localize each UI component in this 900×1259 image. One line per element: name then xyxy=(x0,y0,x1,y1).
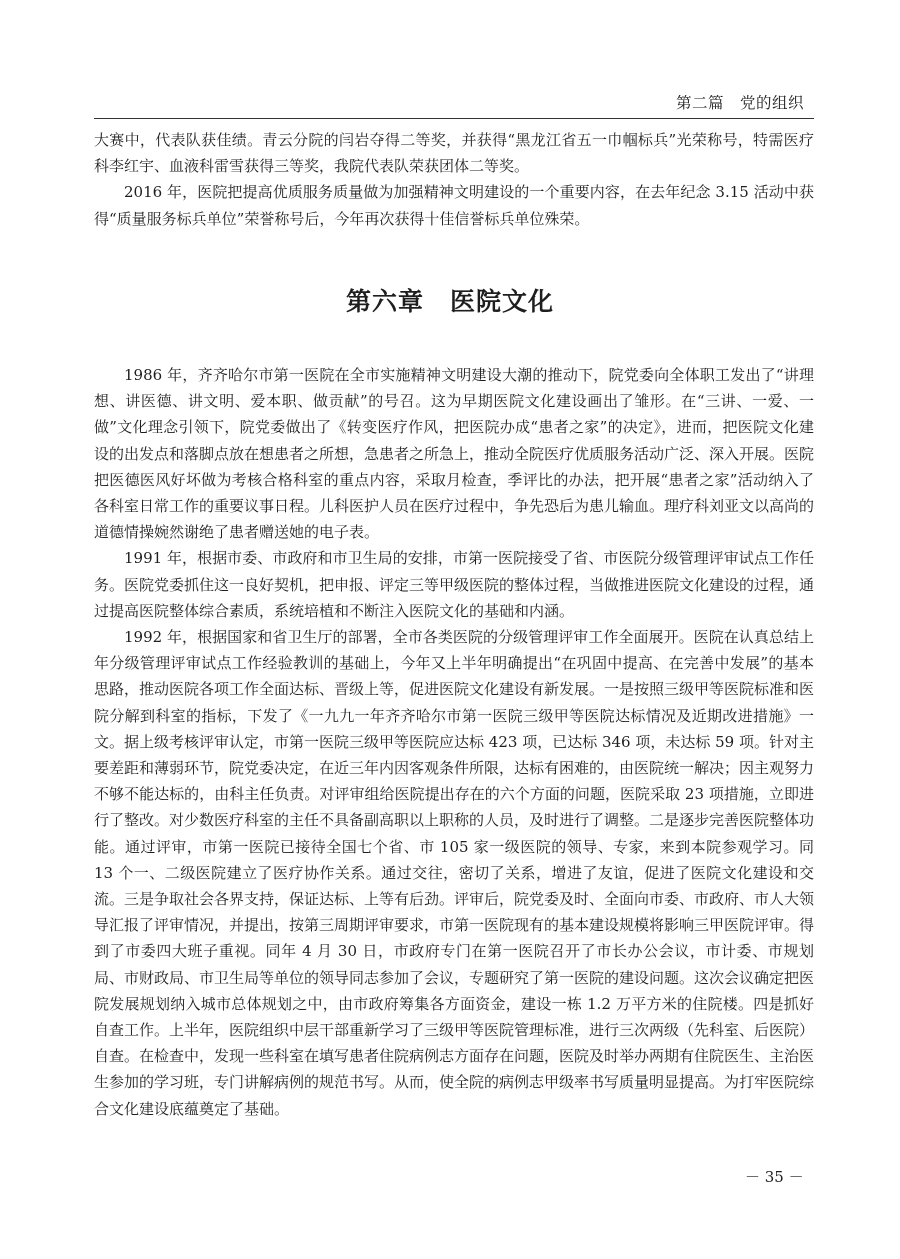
intro-paragraph: 2016 年，医院把提高优质服务质量做为加强精神文明建设的一个重要内容，在去年纪念 3.15 活动中获得“质量服务标兵单位”荣誉称号后，今年再次获得十佳信誉标兵单位殊荣。 xyxy=(94,183,814,228)
page-header xyxy=(94,88,814,119)
section-label: 第二篇 党的组织 xyxy=(675,94,804,112)
paragraph-1986: 1986 年，齐齐哈尔市第一医院在全市实施精神文明建设大潮的推动下，院党委向全体职工发出了“讲理想、讲医德、讲文明、爱本职、做贡献”的号召。这为早期医院文化建设画出了雏形。在“三讲、一爱、一做”文化理念引领下，院党委做出了《转变医疗作风，把医院办成“患者之家”的决定》，进而，把医院文化建设的出发点和落脚点放在想患者之所想，急患者之所急上，推动全院医疗优质服务活动广泛、深入开展。医院把医德医风好坏做为考核合格科室的重点内容，采取月检查，季评比的办法，把开展“患者之家”活动纳入了各科室日常工作的重要议事日程。儿科医护人员在医疗过程中，争先恐后为患儿输血。理疗科刘亚文以高尚的道德情操婉然谢绝了患者赠送她的电子表。 xyxy=(94,366,815,542)
paragraph-1991: 1991 年，根据市委、市政府和市卫生局的安排，市第一医院接受了省、市医院分级管理评审试点工作任务。医院党委抓住这一良好契机，把申报、评定三等甲级医院的整体过程，当做推进医院文化建设的过程，通过提高医院整体综合素质，系统培植和不断注入医院文化的基础和内涵。 xyxy=(94,549,815,620)
intro-paragraph-continued: 大赛中，代表队获佳绩。青云分院的闫岩夺得二等奖，并获得“黑龙江省五一巾帼标兵”光荣称号，特需医疗科李红宇、血液科雷雪获得三等奖，我院代表队荣获团体二等奖。 xyxy=(94,131,814,176)
page-number: － 35 － xyxy=(745,1168,804,1186)
intro-text-block xyxy=(94,127,814,232)
chapter-body xyxy=(94,362,814,1122)
paragraph-1992: 1992 年，根据国家和省卫生厅的部署，全市各类医院的分级管理评审工作全面展开。医院在认真总结上年分级管理评审试点工作经验教训的基础上，今年又上半年明确提出“在巩固中提高、在完善中发展”的基本思路，推动医院各项工作全面达标、晋级上等，促进医院文化建设有新发展。一是按照三级甲等医院标准和医院分解到科室的指标，下发了《一九九一年齐齐哈尔市第一医院三级甲等医院达标情况及近期改进措施》一文。据上级考核评审认定，市第一医院三级甲等医院应达标 423 项，已达标 346 项，未达标 59 项。针对主要差距和薄弱环节，院党委决定，在近三年内因客观条件所限，达标有困难的，由医院统一解决；因主观努力不够不能达标的，由科主任负责。对评审组给医院提出存在的六个方面的问题，医院采取 23 项措施，立即进行了整改。对少数医疗科室的主任不具备副高职以上职称的人员，及时进行了调整。二是逐步完善医院整体功能。通过评审，市第一医院已接待全国七个省、市 105 家一级医院的领导、专家，来到本院参观学习。同 13 个一、二级医院建立了医疗协作关系。通过交往，密切了关系，增进了友谊，促进了医院文化建设和交流。三是争取社会各界支持，保证达标、上等有后劲。评审后，院党委及时、全面向市委、市政府、市人大领导汇报了评审情况，并提出，按第三周期评审要求，市第一医院现有的基本建设规模将影响三甲医院评审。得到了市委四大班子重视。同年 4 月 30 日，市政府专门在第一医院召开了市长办公会议，市计委、市规划局、市财政局、市卫生局等单位的领导同志参加了会议，专题研究了第一医院的建设问题。这次会议确定把医院发展规划纳入城市总体规划之中，由市政府筹集各方面资金，建设一栋 1.2 万平方米的住院楼。四是抓好自查工作。上半年，医院组织中层干部重新学习了三级甲等医院管理标准，进行三次两级（先科室、后医院）自查。在检查中，发现一些科室在填写患者住院病例志方面存在问题，医院及时举办两期有住院医生、主治医生参加的学习班，专门讲解病例的规范书写。从而，使全院的病例志甲级率书写质量明显提高。为打牢医院综合文化建设底蕴奠定了基础。 xyxy=(94,628,815,1118)
chapter-title: 第六章 医院文化 xyxy=(345,287,554,316)
